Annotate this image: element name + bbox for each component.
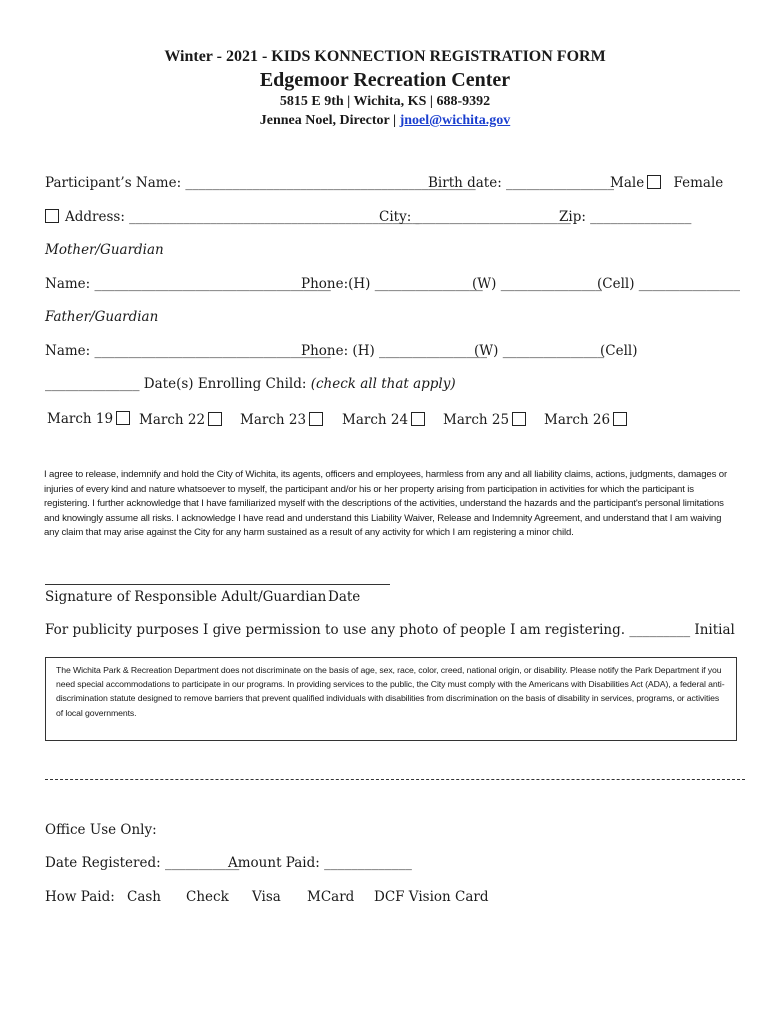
date-checkbox[interactable] (512, 412, 526, 426)
date-option-label: March 23 (240, 412, 307, 428)
dates-hint: (check all that apply) (310, 376, 456, 392)
address-line: 5815 E 9th | Wichita, KS | 688-9392 (279, 94, 491, 109)
how-paid-label: How Paid: (45, 889, 115, 905)
male-checkbox[interactable] (647, 175, 661, 189)
mother-phone-work-field[interactable]: (W) _______________ (472, 276, 602, 292)
father-phone-home-field[interactable]: Phone: (H) ________________ (301, 343, 488, 359)
payment-option-visa[interactable]: Visa (252, 889, 281, 905)
father-section-label: Father/Guardian (45, 309, 159, 325)
female-label: Female (673, 175, 724, 191)
date-option-label: March 25 (443, 412, 510, 428)
date-option (47, 411, 130, 427)
father-phone-work-field[interactable]: (W) _______________ (474, 343, 604, 359)
father-name-field[interactable]: Name: ___________________________________ (45, 343, 331, 359)
date-option-label: March 22 (139, 412, 206, 428)
date-registered-field[interactable]: Date Registered: ___________ (45, 855, 240, 871)
father-phone-cell-field[interactable]: (Cell) (600, 343, 638, 359)
birth-date-field[interactable]: Birth date: ________________ (428, 175, 615, 191)
address-row (45, 209, 419, 225)
gender-options (610, 175, 723, 191)
nondiscrimination-notice: The Wichita Park & Recreation Department does not discriminate on the basis of age, sex, race, color, creed, national origin, or disability. Please notify the Park Department if you need special accommodations to participate in our programs. In providing services to the public, the City must comply with the Americans with Disabilities Act (ADA), a federal anti-discrimination statute designed to remove barriers that prevent qualified individuals with disabilities from discrimination on the basis of disability in services, programs, or activities of local governments. (45, 657, 737, 741)
date-option (443, 412, 526, 428)
date-checkbox[interactable] (309, 412, 323, 426)
male-label: Male (610, 175, 645, 191)
date-checkbox[interactable] (411, 412, 425, 426)
payment-option-mcard[interactable]: MCard (307, 889, 355, 905)
amount-paid-field[interactable]: Amount Paid: _____________ (228, 855, 412, 871)
mother-phone-cell-field[interactable]: (Cell) _______________ (597, 276, 741, 292)
female-checkbox[interactable] (45, 209, 59, 223)
dates-label: Date(s) Enrolling Child: (139, 376, 311, 392)
zip-field[interactable]: Zip: _______________ (559, 209, 692, 225)
date-option-label: March 19 (47, 411, 114, 427)
liability-waiver-text: I agree to release, indemnify and hold the City of Wichita, its agents, officers and employees, harmless from any and all liability claims, actions, judgments, damages or injuries of every kind and nature whatsoever to myself, the participant and/or his or her property arising from participation in activities for which the participant is registering. I further acknowledge that I have familiarized myself with the descriptions of the activities, understand the hazards and the participant's personal limitations and knowingly assume all risks. I acknowledge I have read and understand this Liability Waiver, Release and Indemnity Agreement, and understand that I am waiving any claim that may arise against the City for any harm sustained as a result of any activity for which I am registering a minor child. (44, 469, 728, 539)
director-line (0, 113, 770, 129)
signature-date-label: Date (328, 589, 361, 605)
mother-phone-home-field[interactable]: Phone:(H) ________________ (301, 276, 483, 292)
payment-option-cash[interactable]: Cash (127, 889, 162, 905)
date-option-label: March 24 (342, 412, 409, 428)
date-option (544, 412, 627, 428)
address-field[interactable]: Address: ___________________________________________ (65, 209, 420, 225)
payment-option-dcf-vision-card[interactable]: DCF Vision Card (374, 889, 489, 905)
director-name: Jennea Noel, Director | (259, 113, 400, 128)
cut-line-divider (45, 779, 745, 780)
dates-count-blank[interactable]: ______________ (45, 376, 140, 392)
publicity-permission-field[interactable]: For publicity purposes I give permission to use any photo of people I am registering. _________ Initial (45, 622, 735, 638)
date-checkbox[interactable] (116, 411, 130, 425)
participant-name-field[interactable]: Participant’s Name: ___________________________________________ (45, 175, 476, 191)
center-name: Edgemoor Recreation Center (259, 69, 511, 91)
form-title: Winter - 2021 - KIDS KONNECTION REGISTRATION FORM (164, 48, 606, 65)
date-option (240, 412, 323, 428)
date-option (139, 412, 222, 428)
date-checkbox[interactable] (208, 412, 222, 426)
payment-option-check[interactable]: Check (186, 889, 229, 905)
mother-name-field[interactable]: Name: ___________________________________ (45, 276, 331, 292)
city-field[interactable]: City: _______________________ (379, 209, 571, 225)
signature-line[interactable] (45, 584, 390, 585)
date-option-label: March 26 (544, 412, 611, 428)
director-email-link[interactable]: jnoel@wichita.gov (399, 113, 511, 128)
date-checkbox[interactable] (613, 412, 627, 426)
date-option (342, 412, 425, 428)
dates-enrolling-row (45, 376, 456, 392)
signature-label: Signature of Responsible Adult/Guardian (45, 589, 327, 605)
mother-section-label: Mother/Guardian (45, 242, 164, 258)
office-use-title: Office Use Only: (45, 822, 157, 838)
